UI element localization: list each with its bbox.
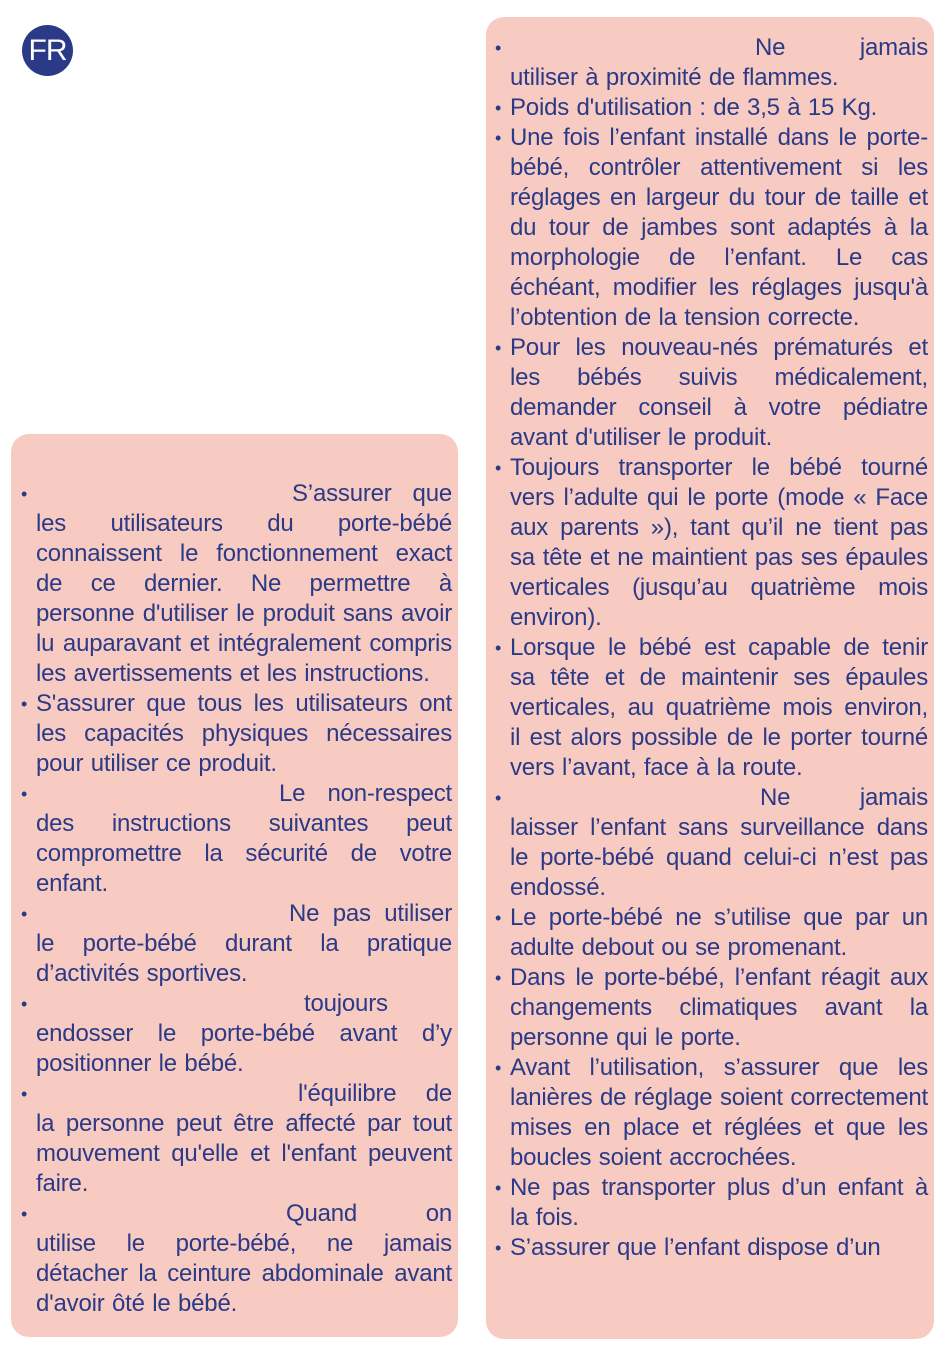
list-item — [495, 1053, 928, 1173]
list-item-text: Pour les nouveau-nés prématurés et les bébés suivis médicalement, demander conseil à votre pédiatre avant d'utiliser le produit. — [510, 334, 928, 451]
list-item-text: Ne jamais utiliser à proximité de flammes. — [510, 34, 928, 91]
list-item — [495, 33, 928, 93]
list-item-text: Le porte-bébé ne s’utilise que par un adulte debout ou se promenant. — [510, 904, 928, 961]
list-item-text: Ne pas utiliser le porte-bébé durant la pratique d’activités sportives. — [36, 900, 452, 987]
list-item-text: S’assurer que l’enfant dispose d’un — [510, 1234, 881, 1261]
list-item — [495, 903, 928, 963]
list-item — [21, 899, 452, 989]
list-item — [495, 453, 928, 633]
list-item-text: Toujours transporter le bébé tourné vers l’adulte qui le porte (mode « Face aux parents »), tant qu’il ne tient pas sa tête et ne maintient pas ses épaules verticales (jusqu’au quatrième mois environ). — [510, 454, 928, 631]
warnings-list-right — [495, 33, 928, 1263]
list-item — [495, 633, 928, 783]
list-item — [21, 779, 452, 899]
list-item — [21, 479, 452, 689]
list-item-text: Lorsque le bébé est capable de tenir sa tête et de maintenir ses épaules verticales, au quatrième mois environ, il est alors possible de le porter tourné vers l’avant, face à la route. — [510, 634, 928, 781]
list-item — [495, 783, 928, 903]
list-item — [21, 1199, 452, 1319]
list-item-text: l'équilibre de la personne peut être affecté par tout mouvement qu'elle et l'enfant peuvent faire. — [36, 1080, 452, 1197]
list-item-text: Quand on utilise le porte-bébé, ne jamais détacher la ceinture abdominale avant d'avoir ôté le bébé. — [36, 1200, 452, 1317]
list-item-text: S'assurer que tous les utilisateurs ont les capacités physiques nécessaires pour utiliser ce produit. — [36, 690, 452, 777]
list-item — [495, 963, 928, 1053]
list-item — [495, 333, 928, 453]
list-item — [495, 93, 928, 123]
list-item-text: toujours endosser le porte-bébé avant d’y positionner le bébé. — [36, 990, 452, 1077]
list-item-text: Le non-respect des instructions suivantes peut compromettre la sécurité de votre enfant. — [36, 780, 452, 897]
list-item — [495, 123, 928, 333]
list-item-text: Ne jamais laisser l’enfant sans surveillance dans le porte-bébé quand celui-ci n’est pas endossé. — [510, 784, 928, 901]
warnings-panel-left — [11, 434, 458, 1337]
list-item-text: Dans le porte-bébé, l’enfant réagit aux changements climatiques avant la personne qui le porte. — [510, 964, 928, 1051]
list-item-text: Poids d'utilisation : de 3,5 à 15 Kg. — [510, 94, 878, 121]
list-item — [21, 689, 452, 779]
list-item — [21, 1079, 452, 1199]
list-item-text: Avant l’utilisation, s’assurer que les lanières de réglage soient correctement mises en place et réglées et que les boucles soient accrochées. — [510, 1054, 928, 1171]
list-item — [21, 989, 452, 1079]
list-item-text: Ne pas transporter plus d’un enfant à la fois. — [510, 1174, 928, 1231]
list-item-text: Une fois l’enfant installé dans le porte-bébé, contrôler attentivement si les réglages en largeur du tour de taille et du tour de jambes sont adaptés à la morphologie de l’enfant. Le cas échéant, modifier les réglages jusqu'à l’obtention de la tension correcte. — [510, 124, 928, 331]
language-badge: FR — [22, 25, 73, 76]
list-item-text: S’assurer que les utilisateurs du porte-bébé connaissent le fonctionnement exact de ce dernier. Ne permettre à personne d'utiliser le produit sans avoir lu auparavant et intégralement compris les avertissements et les instructions. — [36, 480, 452, 687]
list-item — [495, 1233, 928, 1263]
warnings-panel-right — [486, 17, 934, 1339]
warnings-list-left — [21, 479, 452, 1319]
list-item — [495, 1173, 928, 1233]
